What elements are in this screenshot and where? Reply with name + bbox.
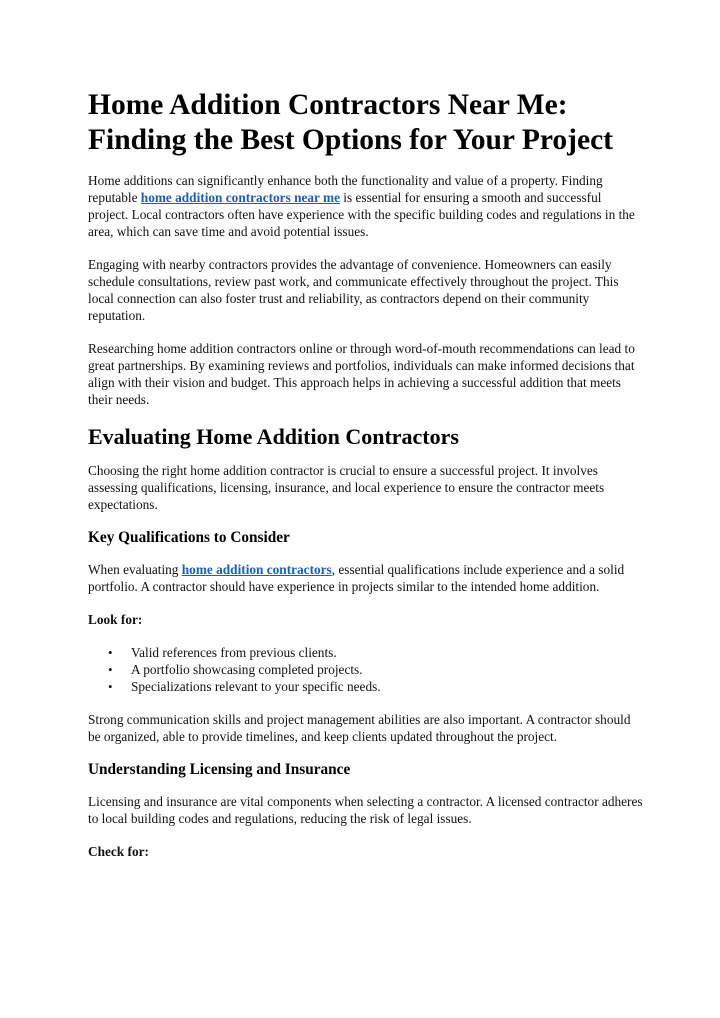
qualifications-paragraph-2: Strong communication skills and project management abilities are also important. A contractor should be organized, able to provide timelines, and keep clients updated throughout the project. — [88, 712, 631, 744]
page-title: Home Addition Contractors Near Me: Finding the Best Options for Your Project — [88, 89, 613, 156]
list-item-text: Specializations relevant to your specific needs. — [131, 679, 381, 694]
qualifications-p1-text-before: When evaluating — [88, 562, 182, 577]
home-addition-contractors-link[interactable]: home addition contractors — [181, 562, 332, 577]
check-for-label: Check for: — [88, 844, 149, 859]
licensing-heading: Understanding Licensing and Insurance — [88, 761, 351, 778]
look-for-label: Look for: — [88, 612, 143, 627]
qualifications-p1-text-after: , essential qualifications include experience and a solid portfolio. A contractor should have experience in projects similar to the intended home addition. — [88, 562, 625, 594]
qualifications-paragraph-1 — [88, 561, 644, 595]
intro-paragraph-3: Researching home addition contractors online or through word-of-mouth recommendations can lead to great partnerships. By examining reviews and portfolios, individuals can make informed decisions that align with their vision and budget. This approach helps in achieving a successful addition that meets their needs. — [88, 341, 635, 407]
qualifications-list — [88, 644, 644, 695]
licensing-paragraph: Licensing and insurance are vital components when selecting a contractor. A licensed contractor adheres to local building codes and regulations, reducing the risk of legal issues. — [88, 794, 643, 826]
bullet-icon: • — [108, 679, 113, 694]
intro-p1-text-after: is essential for ensuring a smooth and successful project. Local contractors often have experience with the specific building codes and regulations in the area, which can save time and avoid potential issues. — [88, 190, 635, 239]
document-page — [88, 88, 644, 876]
list-item-text: A portfolio showcasing completed projects. — [131, 662, 363, 677]
list-item — [108, 644, 644, 661]
qualifications-heading: Key Qualifications to Consider — [88, 529, 290, 546]
list-item — [108, 678, 644, 695]
intro-paragraph-2: Engaging with nearby contractors provides the advantage of convenience. Homeowners can easily schedule consultations, review past work, and communicate effectively throughout the project. This local connection can also foster trust and reliability, as contractors depend on their community reputation. — [88, 257, 619, 323]
evaluating-paragraph: Choosing the right home addition contractor is crucial to ensure a successful project. It involves assessing qualifications, licensing, insurance, and local experience to ensure the contractor meets expectations. — [88, 463, 605, 512]
home-addition-contractors-near-me-link[interactable]: home addition contractors near me — [140, 190, 340, 205]
evaluating-heading: Evaluating Home Addition Contractors — [88, 424, 459, 449]
list-item — [108, 661, 644, 678]
bullet-icon: • — [108, 662, 113, 677]
list-item-text: Valid references from previous clients. — [131, 645, 337, 660]
intro-paragraph-1 — [88, 172, 644, 240]
intro-p1-text-before: Home additions can significantly enhance both the functionality and value of a property. Finding reputable — [88, 173, 603, 205]
bullet-icon: • — [108, 645, 113, 660]
